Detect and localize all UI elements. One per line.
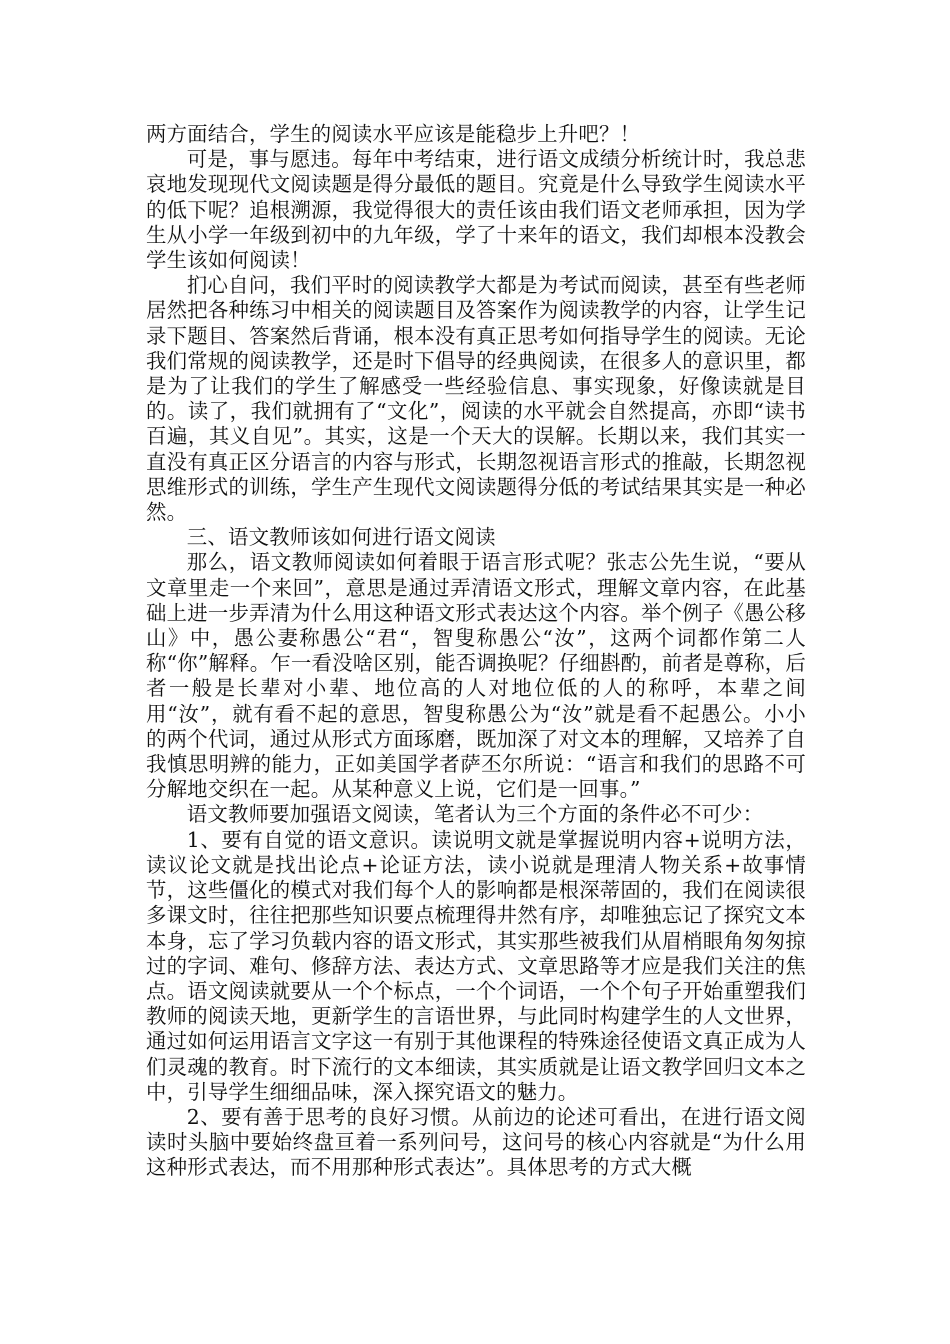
- paragraph-1: 两方面结合，学生的阅读水平应该是能稳步上升吧？！: [146, 122, 641, 146]
- paragraph-4: 那么，语文教师阅读如何着眼于语言形式呢？张志公先生说，“要从文章里走一个来回”，意思是通过弄清语文形式，理解文章内容，在此基础上进一步弄清为什么用这种语文形式表达这个内容。举个例子《愚公移山》中，愚公妻称愚公“君“，智叟称愚公“汝”，这两个词都作第二人称“你”解释。乍一看没啥区别，能否调换呢？仔细斟酌，前者是尊称，后者一般是长辈对小辈、地位高的人对地位低的人的称呼，本辈之间用“汝”，就有看不起的意思，智叟称愚公为“汝”就是看不起愚公。小小的两个代词，通过从形式方面琢磨，既加深了对文本的理解，又培养了自我慎思明辨的能力，正如美国学者萨丕尔所说：“语言和我们的思路不可分解地交织在一起。从某种意义上说，它们是一回事。”: [146, 550, 806, 802]
- paragraph-2: 可是，事与愿违。每年中考结束，进行语文成绩分析统计时，我总悲哀地发现现代文阅读题是得分最低的题目。究竟是什么导致学生阅读水平的低下呢？追根溯源，我觉得很大的责任该由我们语文老师承担，因为学生从小学一年级到初中的九年级，学了十来年的语文，我们却根本没教会学生该如何阅读！: [146, 147, 806, 273]
- paragraph-3: 扪心自问，我们平时的阅读教学大都是为考试而阅读，甚至有些老师居然把各种练习中相关的阅读题目及答案作为阅读教学的内容，让学生记录下题目、答案然后背诵，根本没有真正思考如何指导学生的阅读。无论我们常规的阅读教学，还是时下倡导的经典阅读，在很多人的意识里，都是为了让我们的学生了解感受一些经验信息、事实现象，好像读就是目的。读了，我们就拥有了“文化”，阅读的水平就会自然提高，亦即“读书百遍，其义自见”。其实，这是一个天大的误解。长期以来，我们其实一直没有真正区分语言的内容与形式，长期忽视语言形式的推敲，长期忽视思维形式的训练，学生产生现代文阅读题得分低的考试结果其实是一种必然。: [146, 273, 806, 525]
- section-heading: 三、语文教师该如何进行语文阅读: [186, 525, 496, 550]
- paragraph-6: 1、要有自觉的语文意识。读说明文就是掌握说明内容+说明方法，读议论文就是找出论点+论证方法，读小说就是理清人物关系+故事情节，这些僵化的模式对我们每个人的影响都是根深蒂固的，我们在阅读很多课文时，往往把那些知识要点梳理得井然有序，却唯独忘记了探究文本本身，忘了学习负载内容的语文形式，其实那些被我们从眉梢眼角匆匆掠过的字词、难句、修辞方法、表达方式、文章思路等才应是我们关注的焦点。语文阅读就要从一个个标点，一个个词语，一个个句子开始重塑我们教师的阅读天地，更新学生的言语世界，与此同时构建学生的人文世界，通过如何运用语言文字这一有别于其他课程的特殊途径使语文真正成为人们灵魂的教育。时下流行的文本细读，其实质就是让语文教学回归文本之中，引导学生细细品味，深入探究语文的魅力。: [146, 827, 806, 1104]
- paragraph-5: 语文教师要加强语文阅读，笔者认为三个方面的条件必不可少：: [186, 802, 764, 827]
- document-body: [146, 122, 806, 1181]
- paragraph-7: 2、要有善于思考的良好习惯。从前边的论述可看出，在进行语文阅读时头脑中要始终盘亘着一系列问号，这问号的核心内容就是“为什么用这种形式表达，而不用那种形式表达”。具体思考的方式大概: [146, 1104, 806, 1180]
